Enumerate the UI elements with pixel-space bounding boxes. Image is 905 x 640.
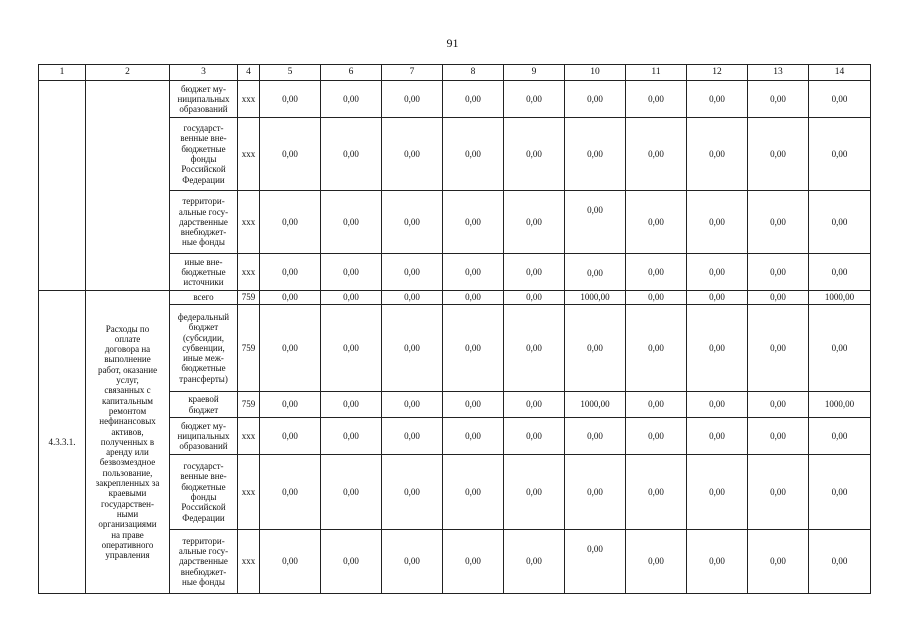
column-header: 14 <box>809 65 871 81</box>
value-cell: 0,00 <box>443 305 504 392</box>
value-cell: 0,00 <box>565 455 626 530</box>
value-cell: 0,00 <box>809 530 871 594</box>
value-cell: 0,00 <box>748 118 809 191</box>
code-column-4: 759 <box>238 392 260 418</box>
value-cell: 0,00 <box>321 291 382 305</box>
value-cell: 0,00 <box>382 254 443 291</box>
item-name: Расходы по оплате договора на выполнение работ, оказание услуг, связанных с капитальным ремонтом нефинансовых активов, полученных в аренду или безвозмездное пользование, закрепленных за краевыми государствен- ными организациями на праве оперативного управления <box>86 291 170 594</box>
value-cell: 0,00 <box>382 81 443 118</box>
funding-source: бюджет му- ниципальных образований <box>170 81 238 118</box>
value-cell: 0,00 <box>809 81 871 118</box>
value-cell: 0,00 <box>565 191 626 254</box>
value-cell: 0,00 <box>504 118 565 191</box>
value-cell: 0,00 <box>626 254 687 291</box>
value-cell: 0,00 <box>687 254 748 291</box>
value-cell: 0,00 <box>626 418 687 455</box>
value-cell: 0,00 <box>504 392 565 418</box>
value-cell: 0,00 <box>443 118 504 191</box>
value-cell: 0,00 <box>809 254 871 291</box>
value-cell: 0,00 <box>748 191 809 254</box>
value-cell: 0,00 <box>504 191 565 254</box>
value-cell: 0,00 <box>748 392 809 418</box>
value-cell: 0,00 <box>504 291 565 305</box>
value-cell: 0,00 <box>321 418 382 455</box>
value-cell: 0,00 <box>809 118 871 191</box>
value-cell: 0,00 <box>748 418 809 455</box>
column-header: 3 <box>170 65 238 81</box>
column-header: 6 <box>321 65 382 81</box>
value-cell: 0,00 <box>504 81 565 118</box>
funding-source: краевой бюджет <box>170 392 238 418</box>
value-cell: 0,00 <box>748 291 809 305</box>
value-cell: 0,00 <box>321 392 382 418</box>
value-cell: 0,00 <box>626 392 687 418</box>
value-cell: 0,00 <box>321 455 382 530</box>
value-cell: 1000,00 <box>809 392 871 418</box>
value-cell: 0,00 <box>504 530 565 594</box>
value-cell: 0,00 <box>443 81 504 118</box>
value-cell: 0,00 <box>382 191 443 254</box>
column-header: 5 <box>260 65 321 81</box>
value-cell: 0,00 <box>260 455 321 530</box>
column-header: 1 <box>39 65 86 81</box>
value-cell: 0,00 <box>565 118 626 191</box>
value-cell: 0,00 <box>809 455 871 530</box>
value-cell: 0,00 <box>443 392 504 418</box>
value-cell: 0,00 <box>382 305 443 392</box>
value-cell: 1000,00 <box>565 291 626 305</box>
value-cell: 0,00 <box>626 530 687 594</box>
value-cell: 0,00 <box>626 291 687 305</box>
value-cell: 0,00 <box>260 392 321 418</box>
value-cell: 0,00 <box>565 530 626 594</box>
value-cell: 0,00 <box>443 191 504 254</box>
value-cell: 0,00 <box>260 305 321 392</box>
code-cell-empty <box>39 81 86 291</box>
code-column-4: ххх <box>238 118 260 191</box>
value-cell: 0,00 <box>321 118 382 191</box>
value-cell: 0,00 <box>626 191 687 254</box>
column-header: 9 <box>504 65 565 81</box>
code-column-4: 759 <box>238 291 260 305</box>
value-cell: 0,00 <box>565 305 626 392</box>
funding-source: бюджет му- ниципальных образований <box>170 418 238 455</box>
value-cell: 0,00 <box>382 530 443 594</box>
value-cell: 0,00 <box>382 291 443 305</box>
column-header: 11 <box>626 65 687 81</box>
value-cell: 0,00 <box>748 254 809 291</box>
value-cell: 0,00 <box>504 455 565 530</box>
value-cell: 0,00 <box>260 254 321 291</box>
value-cell: 1000,00 <box>565 392 626 418</box>
name-cell-empty <box>86 81 170 291</box>
code-column-4: ххх <box>238 191 260 254</box>
column-header: 8 <box>443 65 504 81</box>
value-cell: 0,00 <box>260 418 321 455</box>
value-cell: 0,00 <box>565 254 626 291</box>
value-cell: 0,00 <box>809 305 871 392</box>
value-cell: 0,00 <box>748 81 809 118</box>
column-header: 13 <box>748 65 809 81</box>
value-cell: 0,00 <box>260 81 321 118</box>
column-header: 7 <box>382 65 443 81</box>
header-row <box>39 65 871 81</box>
table-row <box>39 81 871 118</box>
value-cell: 0,00 <box>809 418 871 455</box>
value-cell: 0,00 <box>443 291 504 305</box>
value-cell: 0,00 <box>504 305 565 392</box>
value-cell: 0,00 <box>687 530 748 594</box>
table-row <box>39 291 871 305</box>
value-cell: 0,00 <box>687 305 748 392</box>
value-cell: 0,00 <box>260 191 321 254</box>
value-cell: 0,00 <box>687 81 748 118</box>
column-header: 12 <box>687 65 748 81</box>
funding-source: территори- альные госу- дарственные внебюджет- ные фонды <box>170 530 238 594</box>
funding-source: федеральный бюджет (субсидии, субвенции, иные меж- бюджетные трансферты) <box>170 305 238 392</box>
value-cell: 0,00 <box>748 455 809 530</box>
value-cell: 0,00 <box>687 392 748 418</box>
value-cell: 0,00 <box>504 254 565 291</box>
value-cell: 0,00 <box>687 291 748 305</box>
column-header: 4 <box>238 65 260 81</box>
value-cell: 0,00 <box>443 418 504 455</box>
value-cell: 0,00 <box>748 305 809 392</box>
value-cell: 0,00 <box>321 191 382 254</box>
funding-source: государст- венные вне- бюджетные фонды Российской Федерации <box>170 455 238 530</box>
budget-table <box>38 64 871 594</box>
value-cell: 0,00 <box>260 118 321 191</box>
value-cell: 0,00 <box>443 254 504 291</box>
value-cell: 0,00 <box>443 455 504 530</box>
column-header: 2 <box>86 65 170 81</box>
value-cell: 0,00 <box>809 191 871 254</box>
funding-source: всего <box>170 291 238 305</box>
value-cell: 0,00 <box>626 455 687 530</box>
value-cell: 0,00 <box>626 305 687 392</box>
value-cell: 0,00 <box>260 530 321 594</box>
code-column-4: ххх <box>238 254 260 291</box>
funding-source: государст- венные вне- бюджетные фонды Российской Федерации <box>170 118 238 191</box>
value-cell: 0,00 <box>321 254 382 291</box>
page-number: 91 <box>446 36 459 50</box>
value-cell: 0,00 <box>687 118 748 191</box>
value-cell: 0,00 <box>382 418 443 455</box>
funding-source: иные вне- бюджетные источники <box>170 254 238 291</box>
value-cell: 0,00 <box>565 81 626 118</box>
funding-source: территори- альные госу- дарственные внебюджет- ные фонды <box>170 191 238 254</box>
value-cell: 0,00 <box>687 418 748 455</box>
value-cell: 0,00 <box>321 530 382 594</box>
code-column-4: ххх <box>238 81 260 118</box>
value-cell: 0,00 <box>382 392 443 418</box>
code-column-4: ххх <box>238 455 260 530</box>
value-cell: 0,00 <box>565 418 626 455</box>
value-cell: 0,00 <box>626 81 687 118</box>
value-cell: 0,00 <box>748 530 809 594</box>
value-cell: 0,00 <box>504 418 565 455</box>
column-header: 10 <box>565 65 626 81</box>
code-column-4: ххх <box>238 418 260 455</box>
value-cell: 0,00 <box>382 118 443 191</box>
code-column-4: ххх <box>238 530 260 594</box>
value-cell: 0,00 <box>260 291 321 305</box>
value-cell: 0,00 <box>626 118 687 191</box>
value-cell: 0,00 <box>687 455 748 530</box>
value-cell: 1000,00 <box>809 291 871 305</box>
item-code: 4.3.3.1. <box>39 291 86 594</box>
value-cell: 0,00 <box>321 305 382 392</box>
value-cell: 0,00 <box>687 191 748 254</box>
value-cell: 0,00 <box>382 455 443 530</box>
value-cell: 0,00 <box>321 81 382 118</box>
code-column-4: 759 <box>238 305 260 392</box>
value-cell: 0,00 <box>443 530 504 594</box>
